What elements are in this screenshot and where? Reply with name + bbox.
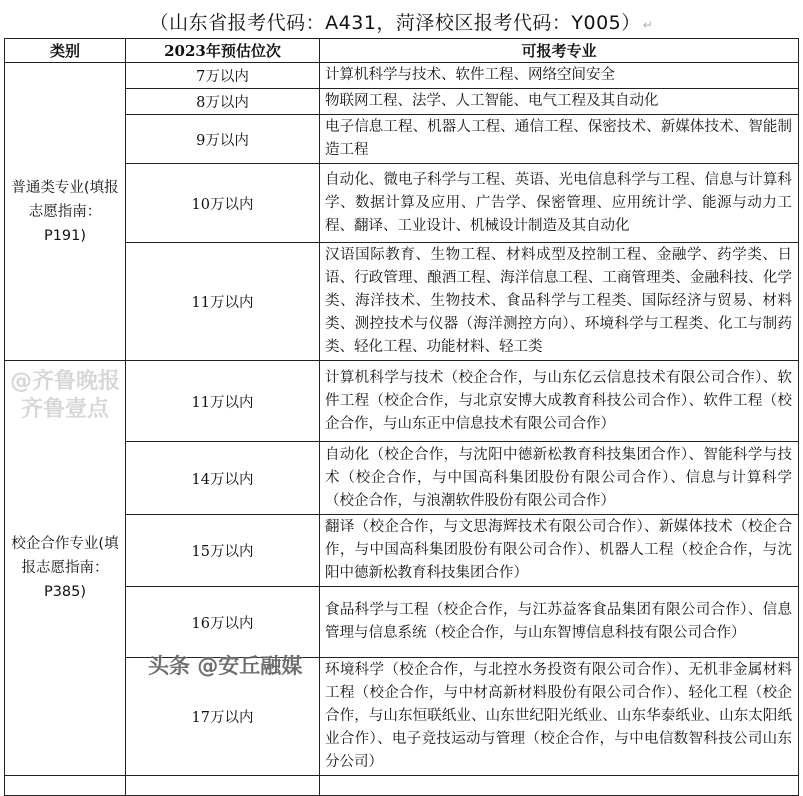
header-rank: 2023年预估位次 (126, 39, 320, 63)
rank-cell: 10万以内 (126, 164, 320, 243)
category-cell: 校企合作专业(填报志愿指南：P385) (5, 361, 126, 776)
majors-cell: 自动化（校企合作，与沈阳中德新松教育科技集团合作）、智能科学与技术（校企合作，与中国高科集团股份有限公司合作）、信息与计算科学（校企合作，与浪潮软件股份有限公司合作） (320, 442, 799, 515)
table-row (5, 361, 799, 442)
rank-cell: 7万以内 (126, 63, 320, 89)
empty-cell (320, 776, 799, 796)
table-row (5, 63, 799, 89)
majors-cell: 汉语国际教育、生物工程、材料成型及控制工程、金融学、药学类、日语、行政管理、酿酒工程、海洋信息工程、工商管理类、金融科技、化学类、海洋技术、生物技术、食品科学与工程类、国际经济与贸易、材料类、测控技术与仪器（海洋测控方向）、环境科学与工程类、化工与制药类、轻化工程、功能材料、轻工类 (320, 243, 799, 361)
majors-cell: 环境科学（校企合作，与北控水务投资有限公司合作）、无机非金属材料工程（校企合作，与中材高新材料股份有限公司合作）、轻化工程（校企合作，与山东恒联纸业、山东世纪阳光纸业、山东华泰纸业、山东太阳纸业合作）、电子竞技运动与管理（校企合作，与中电信数智科技公司山东分公司） (320, 658, 799, 776)
empty-cell (5, 776, 126, 796)
document-title: （山东省报考代码：A431，菏泽校区报考代码：Y005） ↵ (149, 12, 654, 34)
majors-cell: 翻译（校企合作，与文思海辉技术有限公司合作）、新媒体技术（校企合作，与中国高科集团股份有限公司合作）、机器人工程（校企合作，与沈阳中德新松教育科技集团合作） (320, 515, 799, 587)
majors-cell: 食品科学与工程（校企合作，与江苏益客食品集团有限公司合作）、信息管理与信息系统（校企合作，与山东智博信息科技有限公司合作） (320, 587, 799, 658)
rank-cell: 11万以内 (126, 361, 320, 442)
majors-table (4, 38, 799, 796)
majors-cell: 计算机科学与技术、软件工程、网络空间安全 (320, 63, 799, 89)
rank-cell: 14万以内 (126, 442, 320, 515)
majors-cell: 自动化、微电子科学与工程、英语、光电信息科学与工程、信息与计算科学、数据计算及应用、广告学、保密管理、应用统计学、能源与动力工程、翻译、工业设计、机械设计制造及其自动化 (320, 164, 799, 243)
majors-cell: 电子信息工程、机器人工程、通信工程、保密技术、新媒体技术、智能制造工程 (320, 115, 799, 164)
rank-cell: 11万以内 (126, 243, 320, 361)
majors-cell: 计算机科学与技术（校企合作，与山东亿云信息技术有限公司合作）、软件工程（校企合作，与北京安博大成教育科技公司合作）、软件工程（校企合作，与山东正中信息技术有限公司合作） (320, 361, 799, 442)
header-majors: 可报考专业 (320, 39, 799, 63)
majors-cell: 物联网工程、法学、人工智能、电气工程及其自动化 (320, 89, 799, 115)
watermark-toutiao: 头条 @安丘融媒 (148, 654, 303, 678)
table-row-partial (5, 776, 799, 796)
rank-cell: 16万以内 (126, 587, 320, 658)
empty-cell (126, 776, 320, 796)
rank-cell: 15万以内 (126, 515, 320, 587)
table-header-row (5, 39, 799, 63)
rank-cell: 8万以内 (126, 89, 320, 115)
category-cell: 普通类专业(填报志愿指南：P191) (5, 63, 126, 361)
rank-cell: 17万以内 (126, 658, 320, 776)
header-category: 类别 (5, 39, 126, 63)
watermark-qilu: @齐鲁晚报 齐鲁壹点 (9, 369, 120, 422)
rank-cell: 9万以内 (126, 115, 320, 164)
